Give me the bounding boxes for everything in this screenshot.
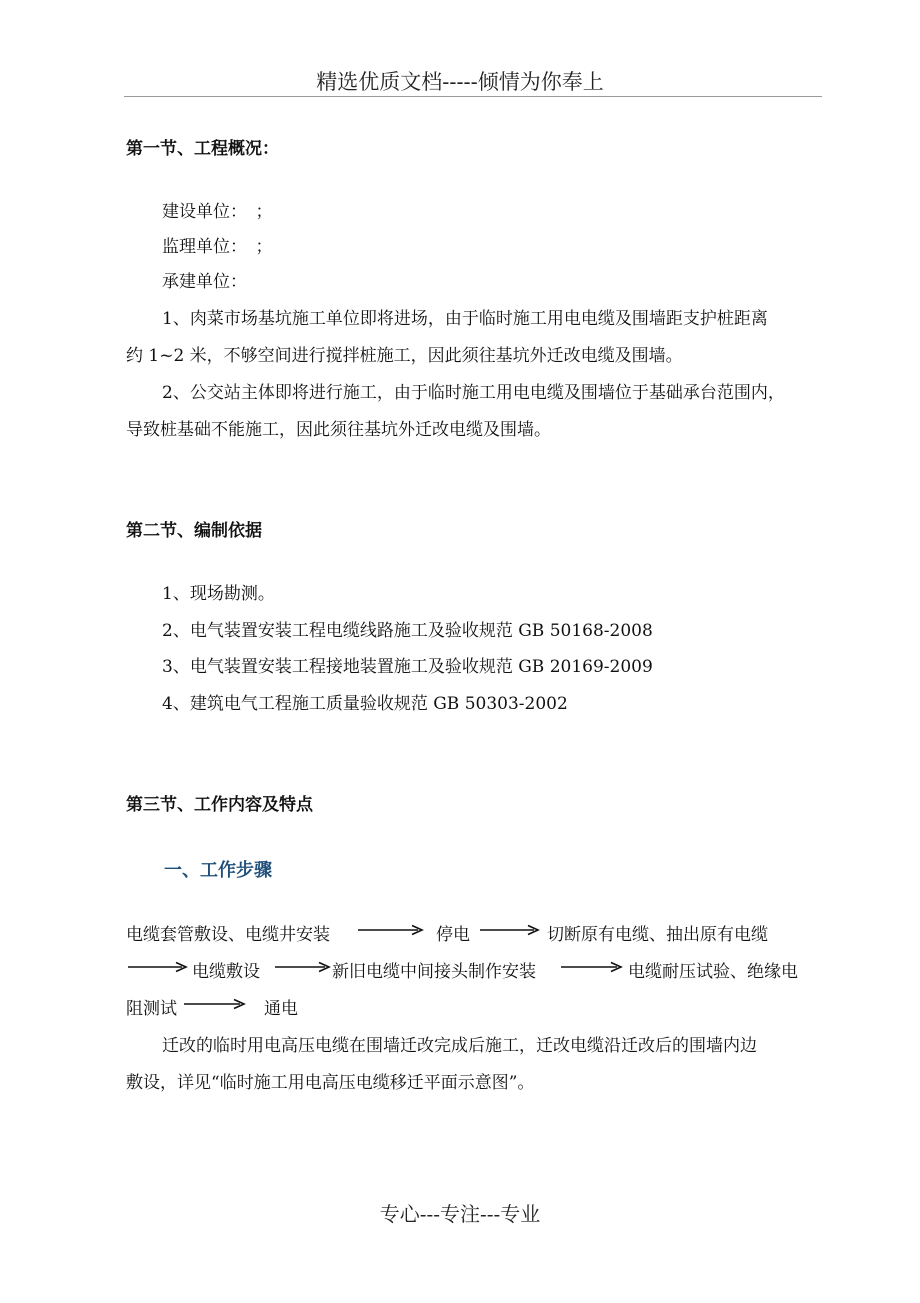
contractor-unit: 承建单位： bbox=[162, 272, 247, 292]
flow-arrow-icon bbox=[275, 961, 331, 973]
migration-paragraph-line1: 迁改的临时用电高压电缆在围墙迁改完成后施工，迁改电缆沿迁改后的围墙内边 bbox=[162, 1036, 757, 1056]
section3-title: 第三节、工作内容及特点 bbox=[126, 795, 313, 815]
item1-line2: 约 1~2 米，不够空间进行搅拌桩施工，因此须往基坑外迁改电缆及围墙。 bbox=[126, 346, 683, 366]
reference-item: 1、现场勘测。 bbox=[162, 584, 275, 604]
work-steps-title: 一、工作步骤 bbox=[164, 860, 272, 881]
reference-item: 3、电气装置安装工程接地装置施工及验收规范 GB 20169-2009 bbox=[162, 657, 653, 677]
step-power-off: 停电 bbox=[436, 925, 470, 945]
step-resistance-test: 阻测试 bbox=[126, 999, 177, 1019]
step-power-on: 通电 bbox=[264, 999, 298, 1019]
header-rule bbox=[124, 96, 822, 97]
flow-arrow-icon bbox=[128, 961, 188, 973]
supervise-unit: 监理单位： ； bbox=[162, 237, 273, 257]
page-footer: 专心---专注---专业 bbox=[379, 1202, 541, 1226]
reference-item: 4、建筑电气工程施工质量验收规范 GB 50303-2002 bbox=[162, 694, 568, 714]
flow-arrow-icon bbox=[358, 924, 424, 936]
step-cut-cable: 切断原有电缆、抽出原有电缆 bbox=[547, 925, 768, 945]
item1-line1: 1、肉菜市场基坑施工单位即将进场，由于临时施工用电电缆及围墙距支护桩距离 bbox=[162, 309, 768, 329]
migration-paragraph-line2: 敷设，详见“临时施工用电高压电缆移迁平面示意图”。 bbox=[126, 1073, 535, 1093]
step-cable-laying: 电缆敷设 bbox=[192, 962, 260, 982]
flow-arrow-icon bbox=[184, 998, 246, 1010]
section2-title: 第二节、编制依据 bbox=[126, 521, 262, 541]
section1-title: 第一节、工程概况： bbox=[126, 139, 279, 159]
item2-line1: 2、公交站主体即将进行施工，由于临时施工用电电缆及围墙位于基础承台范围内， bbox=[162, 383, 785, 403]
build-unit: 建设单位： ； bbox=[162, 202, 273, 222]
flow-arrow-icon bbox=[480, 924, 540, 936]
page-header: 精选优质文档-----倾情为你奉上 bbox=[316, 70, 604, 94]
reference-item: 2、电气装置安装工程电缆线路施工及验收规范 GB 50168-2008 bbox=[162, 621, 653, 641]
step-joint-making: 新旧电缆中间接头制作安装 bbox=[332, 962, 536, 982]
item2-line2: 导致桩基础不能施工，因此须往基坑外迁改电缆及围墙。 bbox=[126, 420, 551, 440]
step-conduit-laying: 电缆套管敷设、电缆井安装 bbox=[126, 925, 330, 945]
step-voltage-test: 电缆耐压试验、绝缘电 bbox=[628, 962, 798, 982]
flow-arrow-icon bbox=[561, 961, 623, 973]
